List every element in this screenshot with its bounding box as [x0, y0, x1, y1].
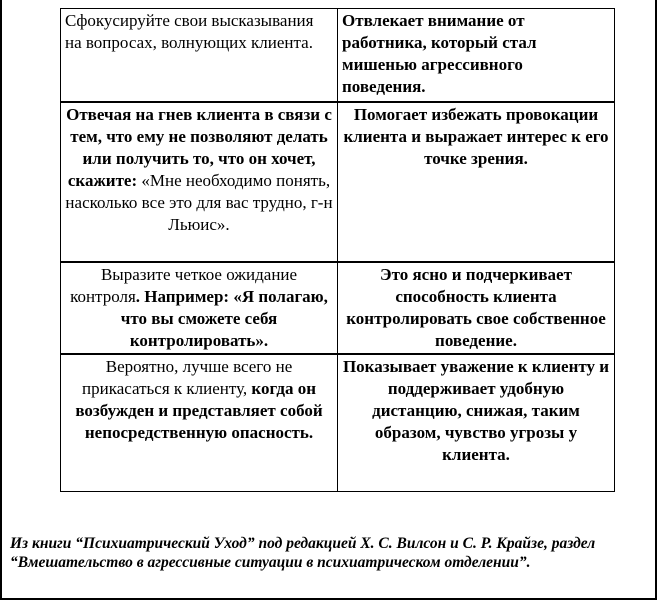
- cell-text: Отвлекает внимание от работника, который стал мишенью агрессивного поведения.: [342, 11, 537, 96]
- cell-text-bold: . Например: «Я полагаю, что вы сможете себя контролировать».: [120, 287, 328, 350]
- table-row: [61, 9, 615, 103]
- cell-text: «Мне необходимо понять, насколько все это для вас трудно, г-н Льюис».: [65, 171, 333, 234]
- recommendations-table: [60, 8, 615, 492]
- cell-text: Это ясно и подчеркивает способность клиента контролировать свое собственное поведение.: [346, 265, 606, 350]
- cell-text: Показывает уважение к клиенту и поддерживает удобную дистанцию, снижая, таким образом, чувство угрозы у клиента.: [342, 357, 610, 464]
- table-row: [61, 354, 615, 492]
- cell-text: Помогает избежать провокации клиента и выражает интерес к его точке зрения.: [343, 105, 609, 168]
- cell-text: Выразите четкое ожидание контроля: [70, 265, 298, 306]
- table-row: [61, 102, 615, 262]
- cell-text-bold: Отвечая на гнев клиента в связи с тем, что ему не позволяют делать или получить то, что он хочет, скажите:: [66, 105, 332, 190]
- table-cell-rationale: [338, 262, 615, 354]
- table-cell-rationale: [338, 9, 615, 103]
- table-cell-action: [61, 262, 338, 354]
- table-cell-action: [61, 354, 338, 492]
- table-row: [61, 262, 615, 354]
- cell-text: Сфокусируйте свои высказывания на вопросах, волнующих клиента.: [65, 11, 314, 52]
- table-cell-rationale: [338, 354, 615, 492]
- cell-text-bold: когда он возбужден и представляет собой непосредственную опасность.: [75, 379, 323, 442]
- table-cell-rationale: [338, 102, 615, 262]
- cell-text: Вероятно, лучше всего не прикасаться к клиенту,: [82, 357, 293, 398]
- table-cell-action: [61, 9, 338, 103]
- table-cell-action: [61, 102, 338, 262]
- source-note: Из книги “Психиатрический Уход” под редакцией Х. С. Вилсон и С. Р. Крайзе, раздел “Вмешательство в агрессивные ситуации в психиатрическом отделении”.: [10, 535, 596, 571]
